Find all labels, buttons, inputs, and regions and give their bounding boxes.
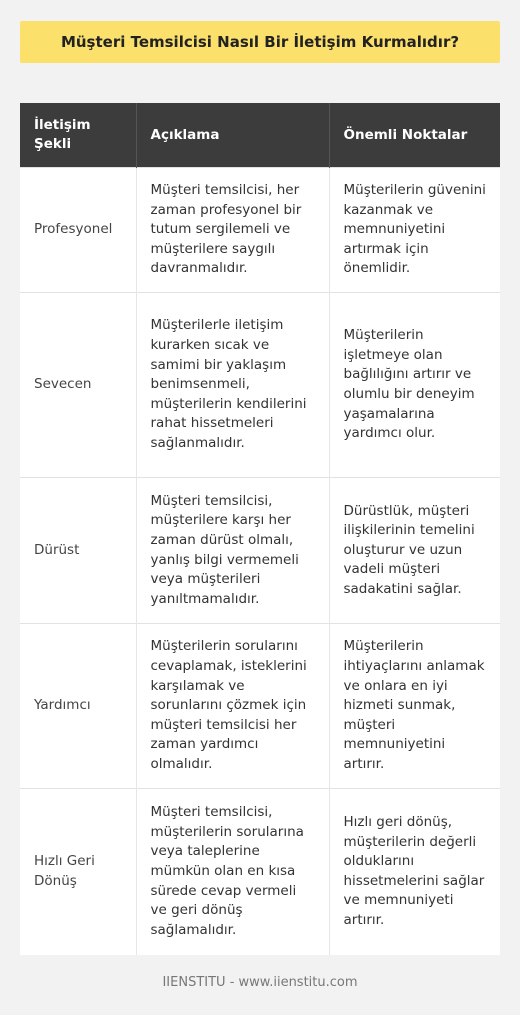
- cell-communication-type: Yardımcı: [20, 624, 136, 789]
- cell-description: Müşteri temsilcisi, müşterilere karşı her zaman dürüst olmalı, yanlış bilgi vermemeli veya müşterileri yanıltmamalıdır.: [136, 478, 329, 624]
- cell-communication-type: Sevecen: [20, 293, 136, 478]
- cell-key-points: Müşterilerin ihtiyaçlarını anlamak ve onlara en iyi hizmeti sunmak, müşteri memnuniyetini artırır.: [329, 624, 500, 789]
- table-row: [20, 168, 500, 293]
- table-header-row: [20, 103, 500, 168]
- cell-key-points: Hızlı geri dönüş, müşterilerin değerli olduklarını hissetmelerini sağlar ve memnuniyeti artırır.: [329, 789, 500, 955]
- communication-table: [20, 103, 500, 955]
- cell-key-points: Müşterilerin güvenini kazanmak ve memnuniyetini artırmak için önemlidir.: [329, 168, 500, 293]
- header-communication-type: İletişim Şekli: [20, 103, 136, 168]
- cell-communication-type: Profesyonel: [20, 168, 136, 293]
- table-row: [20, 624, 500, 789]
- cell-communication-type: Hızlı Geri Dönüş: [20, 789, 136, 955]
- page-title: Müşteri Temsilcisi Nasıl Bir İletişim Kurmalıdır?: [20, 21, 500, 63]
- cell-description: Müşterilerin sorularını cevaplamak, isteklerini karşılamak ve sorunlarını çözmek için müşteri temsilcisi her zaman yardımcı olmalıdır.: [136, 624, 329, 789]
- cell-description: Müşterilerle iletişim kurarken sıcak ve samimi bir yaklaşım benimsenmeli, müşterilerin kendilerini rahat hissetmeleri sağlanmalıdır.: [136, 293, 329, 478]
- header-description: Açıklama: [136, 103, 329, 168]
- header-key-points: Önemli Noktalar: [329, 103, 500, 168]
- cell-description: Müşteri temsilcisi, her zaman profesyonel bir tutum sergilemeli ve müşterilere saygılı davranmalıdır.: [136, 168, 329, 293]
- cell-description: Müşteri temsilcisi, müşterilerin sorularına veya taleplerine mümkün olan en kısa sürede cevap vermeli ve geri dönüş sağlamalıdır.: [136, 789, 329, 955]
- table-row: [20, 789, 500, 955]
- table-row: [20, 293, 500, 478]
- cell-key-points: Müşterilerin işletmeye olan bağlılığını artırır ve olumlu bir deneyim yaşamalarına yardımcı olur.: [329, 293, 500, 478]
- footer-credit: IIENSTITU - www.iienstitu.com: [162, 975, 358, 990]
- table-row: [20, 478, 500, 624]
- cell-communication-type: Dürüst: [20, 478, 136, 624]
- cell-key-points: Dürüstlük, müşteri ilişkilerinin temelini oluşturur ve uzun vadeli müşteri sadakatini sağlar.: [329, 478, 500, 624]
